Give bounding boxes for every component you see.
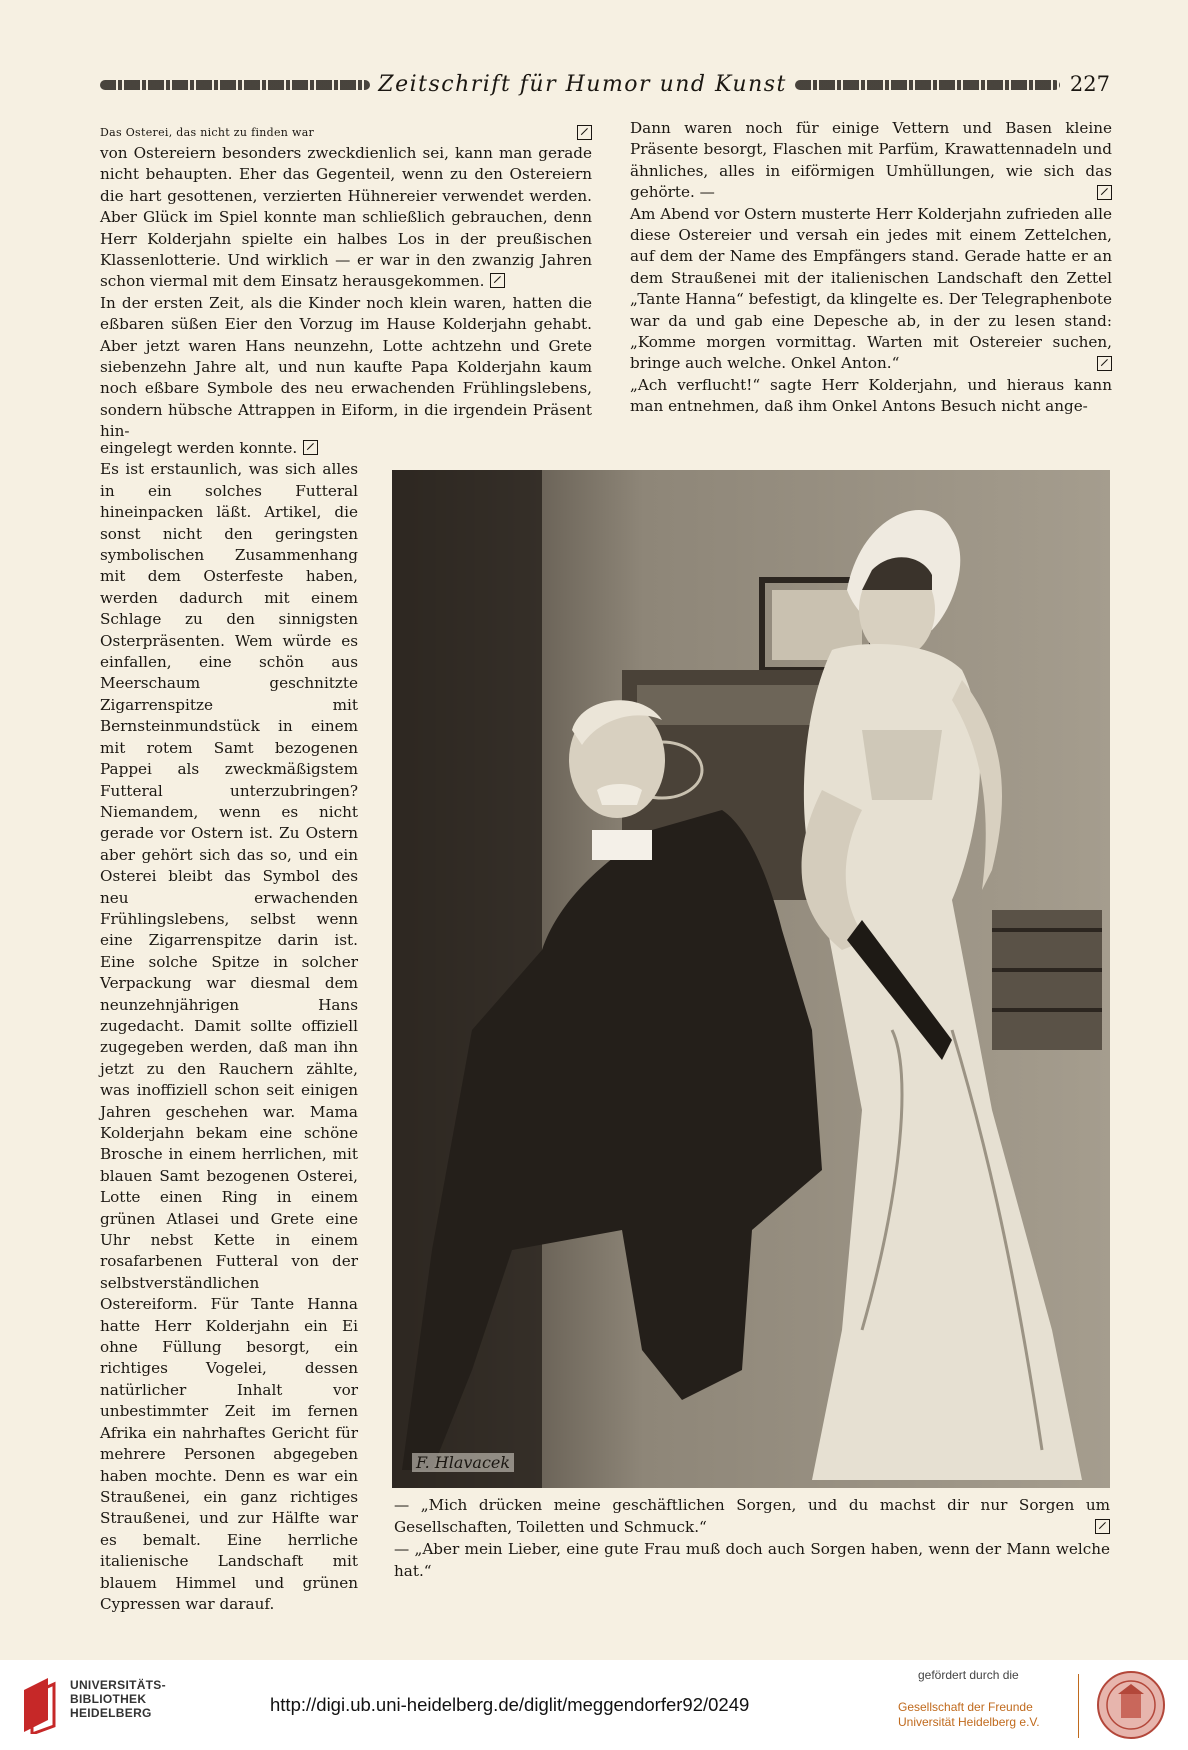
right-column-top xyxy=(630,118,1112,418)
library-name xyxy=(70,1678,166,1720)
footer-divider xyxy=(1078,1674,1079,1738)
paragraph xyxy=(630,118,1112,204)
illustration-caption xyxy=(394,1494,1110,1582)
paragraph-text: Am Abend vor Ostern musterte Herr Kolderjahn zufrieden alle diese Ostereier und versah ein jedes mit einem Zettelchen, auf dem der Name des Empfängers stand. Gerade hatte er an dem Straußenei mit der italienischen Landschaft den Zettel „Tante Hanna“ befestigt, da klingelte es. Der Telegraphenbote war da und gab eine Depesche ab, in der zu lesen stand: „Komme morgen vormittag. Warten mit Ostereier suchen, bringe auch welche. Onkel Anton.“ xyxy=(630,204,1112,373)
paragraph xyxy=(100,438,358,459)
running-subtitle-text: Das Osterei, das nicht zu finden war xyxy=(100,126,315,139)
paragraph: In der ersten Zeit, als die Kinder noch klein waren, hatten die eßbaren süßen Eier den Vorzug im Hause Kolderjahn gehabt. Aber jetzt waren Hans neunzehn, Lotte achtzehn und Grete siebenzehn Jahre alt, und nun kaufte Papa Kolderjahn kaum noch eßbare Symbole des neu erwachenden Frühlingslebens, sondern hübsche Attrappen in Eiform, in die irgendein Präsent hin- xyxy=(100,293,592,441)
society-name xyxy=(898,1700,1040,1730)
paragraph-text: von Ostereiern besonders zweckdienlich sei, kann man gerade nicht behaupten. Eher das Gegenteil, wenn zu den Ostereiern die hart gesottenen, verzierten Hühnereier verwendet werden. Aber Glück im Spiel konnte man schließlich gebrauchen, denn Herr Kolderjahn spielte ein halbes Los in der preußischen Klassenlotterie. Und wirklich — er war in den zwanzig Jahren schon viermal mit dem Einsatz herausgekommen. xyxy=(100,144,592,291)
university-seal-icon xyxy=(1096,1670,1166,1740)
society-name-line: Universität Heidelberg e.V. xyxy=(898,1715,1040,1729)
paragraph-mark-icon xyxy=(490,273,505,288)
page-number: 227 xyxy=(1069,72,1110,96)
library-name-line: BIBLIOTHEK xyxy=(70,1692,147,1706)
paragraph: Es ist erstaunlich, was sich alles in ein solches Futteral hineinpacken läßt. Artikel, die sonst nicht den geringsten symbolischen Zusammenhang mit dem Osterfeste haben, werden dadurch mit einem Schlage zu den sinnigsten Osterpräsenten. Wem würde es einfallen, eine schön aus Meerschaum geschnitzte Zigarrenspitze mit Bernsteinmundstück in einem mit rotem Samt bezogenen Pappei als zweckmäßigstem Futteral unterzubringen? Niemandem, wenn es nicht gerade vor Ostern ist. Zu Ostern aber gehört sich das so, und ein Osterei bleibt das Symbol des neu erwachenden Frühlingslebens, selbst wenn eine Zigarrenspitze darin ist. Eine solche Spitze in solcher Verpackung war diesmal dem neunzehnjährigen Hans zugedacht. Damit sollte offiziell zugegeben werden, daß man ihn jetzt zu den Rauchern zählte, was inoffiziell schon seit einigen Jahren geschehen war. Mama Kolderjahn bekam eine schöne Brosche in einem herrlichen, mit blauen Samt bezogenen Osterei, Lotte einen Ring in einem grünen Atlasei und Grete eine Uhr nebst Kette in einem rosafarbenen Futteral von der selbstverständlichen Ostereiform. Für Tante Hanna hatte Herr Kolderjahn ein Ei ohne Füllung besorgt, ein richtiges Vogelei, dessen natürlicher Inhalt vor unbestimmter Zeit im fernen Afrika ein nahrhaftes Gericht für mehrere Personen abgegeben haben mochte. Denn es war ein Straußenei, ein ganz richtiges Straußenei, und zur Hälfte war es bemalt. Eine herrliche italienische Landschaft mit blauem Himmel und grünen Cypressen war darauf. xyxy=(100,460,358,1613)
caption-text: — „Mich drücken meine geschäftlichen Sorgen, und du machst dir nur Sorgen um Gesellschaften, Toiletten und Schmuck.“ xyxy=(394,1496,1110,1536)
chain-ornament-right xyxy=(795,80,1060,90)
paragraph-text: eingelegt werden konnte. xyxy=(100,439,298,457)
paragraph-mark-icon xyxy=(1095,1519,1110,1534)
paragraph xyxy=(630,204,1112,375)
left-column-top xyxy=(100,122,592,443)
paragraph-text: Dann waren noch für einige Vettern und Basen kleine Präsente besorgt, Flaschen mit Parfüm, Krawattennadeln und ähnliches, alles in eiförmigen Umhüllungen, wie sich das gehörte. — xyxy=(630,119,1112,202)
chain-ornament-left xyxy=(100,80,370,90)
page-header xyxy=(100,70,1110,98)
paragraph-mark-icon xyxy=(1097,185,1112,200)
funded-by-label: gefördert durch die xyxy=(918,1668,1019,1682)
paragraph: „Ach verflucht!“ sagte Herr Kolderjahn, und hieraus kann man entnehmen, daß ihm Onkel Antons Besuch nicht ange- xyxy=(630,375,1112,416)
library-name-line: UNIVERSITÄTS- xyxy=(70,1678,166,1692)
society-name-line: Gesellschaft der Freunde xyxy=(898,1700,1033,1714)
illustration-drawing xyxy=(392,470,1110,1488)
magazine-title: Zeitschrift für Humor und Kunst xyxy=(378,71,787,97)
paragraph xyxy=(100,143,592,293)
caption-line: — „Aber mein Lieber, eine gute Frau muß doch auch Sorgen haben, wenn der Mann welche hat.“ xyxy=(394,1540,1110,1580)
paragraph-mark-icon xyxy=(303,440,318,455)
illustration xyxy=(392,470,1110,1488)
artist-signature: F. Hlavacek xyxy=(412,1453,514,1472)
caption-line xyxy=(394,1494,1110,1538)
paragraph-mark-icon xyxy=(1097,356,1112,371)
digitization-footer xyxy=(0,1660,1188,1750)
permalink-url[interactable]: http://digi.ub.uni-heidelberg.de/diglit/meggendorfer92/0249 xyxy=(270,1694,750,1715)
running-subtitle xyxy=(100,122,592,143)
paragraph-mark-icon xyxy=(577,125,592,140)
library-logo-icon xyxy=(20,1676,60,1734)
left-column-narrow xyxy=(100,438,358,1615)
library-name-line: HEIDELBERG xyxy=(70,1706,152,1720)
